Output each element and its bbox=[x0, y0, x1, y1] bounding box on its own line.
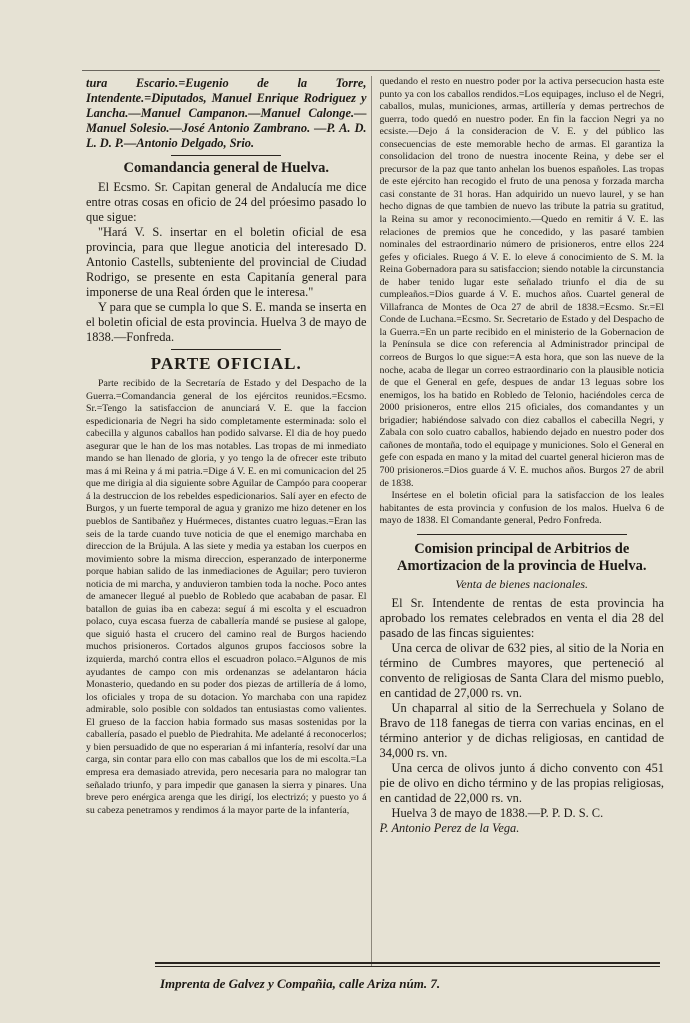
footer-rule bbox=[155, 962, 660, 964]
footer-rule-thin bbox=[155, 966, 660, 967]
parte-continuation: quedando el resto en nuestro poder por la activa persecucion hasta este punto ya con los caballos rendidos.=Los equipages, incluso el de Negri, caballos, mulas, municiones, armas, artillería y demas pertrechos de guerra, todo quedó en nuestro poder. En fin la faccion Negri ya no ecsiste.—Dejo á la consideracion de V. E. y del público las consecuencias de este memorable hecho de armas. El garantiza la consolidacion del trono de nuestra inocente Reina, y debe ser el precursor de la paz que tanto anhelan los buenos españoles. Las tropas de este ejército han recogido el fruto de una penosa y forzada marcha casi constante de 31 horas. Han adquirido un nuevo laurel, y se han hecho dignas de que tambien de nuevo las tribute la patria su gratitud, la Reina su amor y reconocimiento.—Quedo en remitir á V. E. las relaciones de premios que he concedido, y las pasaré tambien nominales del estraordinario número de prisioneros, entre ellos 224 gefes y oficiales. Ruego á V. E. lo eleve á conocimiento de S. M. la Reina Gobernadora para su satisfaccion; siendo notable la circunstancia de haber tenido lugar este señalado triunfo el dia de su cumpleaños.=Dios guarde á V. E. muchos años. Cuartel general de Villafranca de Montes de Oca 27 de abril de 1838.=Ecsmo. Sr.=El Conde de Luchana.=Ecsmo. Sr. Secretario de Estado y del Despacho de la Guerra.=En un parte recibido en el ministerio de la Gobernacion de la Península se dice con referencia al Administrador principal de correos de Burgos lo que sigue:=A esta hora, que son las nueve de la noche, acaba de llegar un correo estraordinario con la plausible noticia de que el General en gefe, despues de andar 13 leguas sobre los enemigos, los ha batido en Robledo de Telonio, haciéndoles cerca de 2000 prisioneros, entre ellos 215 oficiales, dos comandantes y un brigadier; habiéndose salvado con diez caballos el cabecilla Negri, y Zabala con solo cuatro caballos, habiendo dejado en nuestro poder dos cañones de montaña, todo el equipage y municiones. Solo el General en gefe con espada en mano y la mitad del cuartel general hicieron mas de 700 prisioneros.=Dios guarde á V. E. muchos años. Burgos 27 de abril de 1838. bbox=[379, 76, 664, 489]
section-divider bbox=[171, 349, 281, 350]
comandancia-paragraph-1: El Ecsmo. Sr. Capitan general de Andalucía me dice entre otras cosas en oficio de 24 del próesimo pasado lo que sigue: bbox=[86, 180, 367, 224]
two-column-body bbox=[86, 76, 664, 966]
section-divider bbox=[417, 534, 627, 535]
venta-signature: P. Antonio Perez de la Vega. bbox=[379, 820, 520, 835]
section-divider bbox=[171, 155, 281, 156]
inserte-paragraph: Insértese en el boletin oficial para la satisfaccion de los leales habitantes de esta provincia y confusion de los malos. Huelva 6 de mayo de 1838. El Comandante general, Pedro Fonfreda. bbox=[379, 490, 664, 527]
venta-paragraph-3: Un chaparral al sitio de la Serrechuela y Solano de Bravo de 118 fanegas de tierra con varias encinas, en el término anterior y de dichas religiosas, en cantidad de 34,000 rs. vn. bbox=[379, 700, 664, 760]
parte-oficial-text: Parte recibido de la Secretaría de Estado y del Despacho de la Guerra.=Comandancia general de los ejércitos reunidos.=Ecsmo. Sr.=Tengo la satisfaccion de anunciará V. E. que la faccion espedicionaria de Negri ha sido completamente esterminada: solo el cabecilla y algunos caballos han podido salvarse. El dia de hoy puedo asegurar que le han de los mas notables. Las tropas de mi inmediato mando se han llenado de gloria, y yo tengo la de ofrecer este tributo mas á mi Reina y á mi patria.=Dige á V. E. en mi comunicacion del 25 que me dirigia al dia siguiente sobre Aguilar de Campóo para cooperar á la destruccion de los rebeldes espedicionarios. Salí ayer en efecto de Burgos, y un fuerte temporal de agua y granizo me hizo detener en los pueblos de Santibañez y Huérmeces, distantes cuatro leguas.=Eran las seis de la tarde cuando tuve noticia de que el enemigo marchaba en direccion de la Brújula. A las siete y media ya estaban los cuerpos en movimiento sobre la misma direccion, esperanzado de interponerme porque habian salido de las inmediaciones de Aguilar; pero tuvieron noticia de mi marcha, y anduvieron tambien toda la noche. Poco antes de amanecer llegué al pueblo de Robledo que acababan de pasar. El batallon de guias iba en cabeza: seguí á mi escolta y el escuadron polaco, cuya escasa fuerza de caballería mandé se pusiese al galope, que siguió hasta el crucero del camino real de Burgos haciendo muchos prisioneros. Cortados algunos grupos facciosos sobre la izquierda, marchó contra ellos el escuadron polaco.=Algunos de mis ayudantes de campo con mis ordenanzas se adelantaron hácia Monasterio, quedando en su poder dos piezas de artillería de á lomo, los oficiales y tropa de su dotacion. Yo marchaba con una rapidez admirable, solo posible con soldados tan entusiastas como valientes. El grueso de la faccion habia formado sus masas sostenidas por la caballería, pasado el pueblo de Piedrahita. Me adelanté á reconocerlos; y bien persuadido de que no esperarian á mi infantería, resolví dar una carga, sin contar para ello con mas caballos que los de mi escolta.=La empresa era demasiado atrevida, pero necesaria para no malograr tan señalado triunfo, y para impedir que ganasen la sierra y pinares. Una breve pero enérgica arenga que les dirigí, los electrizó; y puesto yo á su cabeza penetramos y rendimos á la mayor parte de la infantería, bbox=[86, 378, 367, 816]
venta-date: Huelva 3 de mayo de 1838.—P. P. D. S. C. bbox=[391, 805, 604, 820]
comandancia-paragraph-2: "Hará V. S. insertar en el boletin oficial de esa provincia, para que llegue anoticia del interesado D. Antonio Castells, subteniente del provincial de Ciudad Rodrigo, se presente en esta Capitanía general para imponerse de una Real órden que le interesa." bbox=[86, 225, 367, 299]
venta-subtitle: Venta de bienes nacionales. bbox=[455, 576, 589, 591]
venta-paragraph-4: Una cerca de olivos junto á dicho convento con 451 pie de olivo en dicho término y de las propias religiosas, en cantidad de 22,000 rs. vn. bbox=[379, 760, 664, 805]
intro-signatures: tura Escario.=Eugenio de la Torre, Intendente.=Diputados, Manuel Enrique Rodriguez y Lancha.—Manuel Campanon.—Manuel Calonge.—Manuel Solesio.—José Antonio Zambrano. —P. A. D. L. D. P.—Antonio Delgado, Srio. bbox=[86, 76, 367, 150]
right-column bbox=[380, 76, 665, 966]
top-rule bbox=[82, 70, 660, 71]
parte-oficial-title: PARTE OFICIAL. bbox=[150, 354, 302, 373]
venta-paragraph-2: Una cerca de olivar de 632 pies, al sitio de la Noria en término de Cumbres mayores, que perteneció al convento de religiosas de Santa Clara del mismo pueblo, en cantidad de 27,000 rs. vn. bbox=[379, 640, 664, 700]
comision-title: Comision principal de Arbitrios de Amortizacion de la provincia de Huelva. bbox=[397, 540, 647, 574]
printer-imprint: Imprenta de Galvez y Compañia, calle Ariza núm. 7. bbox=[160, 976, 441, 991]
left-column bbox=[86, 76, 372, 966]
comandancia-paragraph-3: Y para que se cumpla lo que S. E. manda se inserta en el boletin oficial de esta provincia. Huelva 3 de mayo de 1838.—Fonfreda. bbox=[86, 300, 367, 344]
venta-paragraph-1: El Sr. Intendente de rentas de esta provincia ha aprobado los remates celebrados en venta el dia 28 del pasado de las fincas siguientes: bbox=[379, 595, 664, 640]
comandancia-title: Comandancia general de Huelva. bbox=[123, 160, 329, 176]
